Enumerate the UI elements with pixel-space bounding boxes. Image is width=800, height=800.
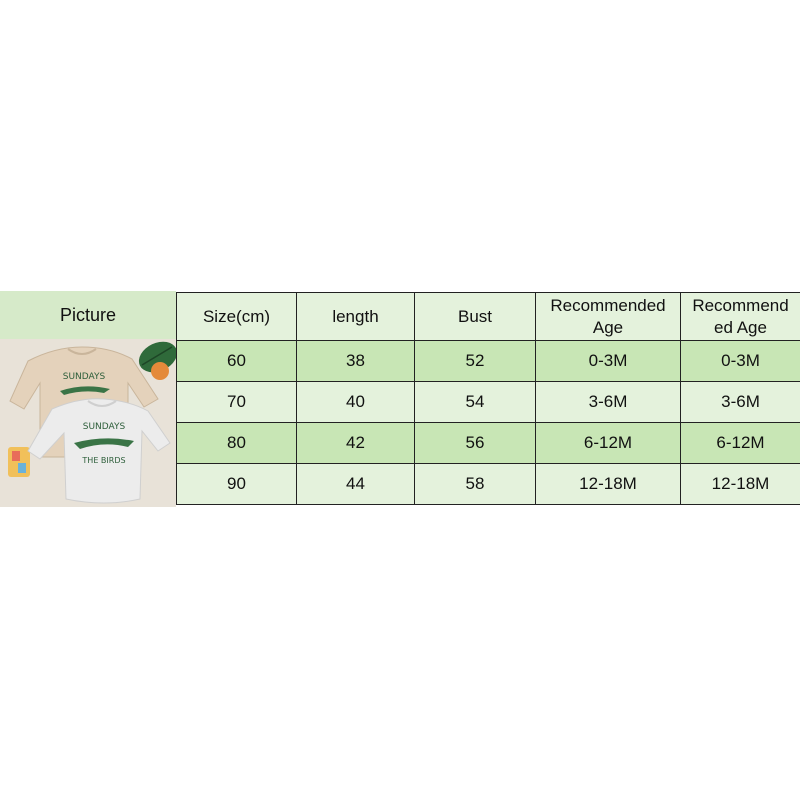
header-bust: Bust (415, 293, 536, 341)
header-length: length (297, 293, 415, 341)
cell-length: 38 (297, 341, 415, 382)
cell-length: 42 (297, 423, 415, 464)
header-recommended-age: Recommended Age (536, 293, 681, 341)
cell-size: 80 (177, 423, 297, 464)
size-chart-table (176, 292, 800, 505)
grey-print-subtext: THE BIRDS (82, 456, 126, 465)
beige-print-text: SUNDAYS (62, 372, 106, 382)
cell-size: 70 (177, 382, 297, 423)
cell-length: 44 (297, 464, 415, 505)
cell-size: 90 (177, 464, 297, 505)
cell-bust: 52 (415, 341, 536, 382)
header-recommended-age-2: Recommend ed Age (681, 293, 800, 341)
cell-age-2: 0-3M (681, 341, 800, 382)
picture-header: Picture (59, 304, 117, 325)
picture-column (0, 291, 176, 507)
grey-print-text: SUNDAYS (82, 422, 126, 432)
cell-age: 0-3M (536, 341, 681, 382)
table-row (177, 341, 800, 382)
cell-size: 60 (177, 341, 297, 382)
header-size: Size(cm) (177, 293, 297, 341)
cell-bust: 58 (415, 464, 536, 505)
cell-age-2: 12-18M (681, 464, 800, 505)
cell-age: 6-12M (536, 423, 681, 464)
cell-bust: 54 (415, 382, 536, 423)
product-photo-illustration (0, 339, 176, 507)
cell-age-2: 6-12M (681, 423, 800, 464)
cell-length: 40 (297, 382, 415, 423)
cell-age-2: 3-6M (681, 382, 800, 423)
cell-age: 12-18M (536, 464, 681, 505)
product-photo (0, 339, 176, 507)
table-row (177, 423, 800, 464)
table-header-row (177, 293, 800, 341)
table-row (177, 464, 800, 505)
table-row (177, 382, 800, 423)
cell-age: 3-6M (536, 382, 681, 423)
cell-bust: 56 (415, 423, 536, 464)
